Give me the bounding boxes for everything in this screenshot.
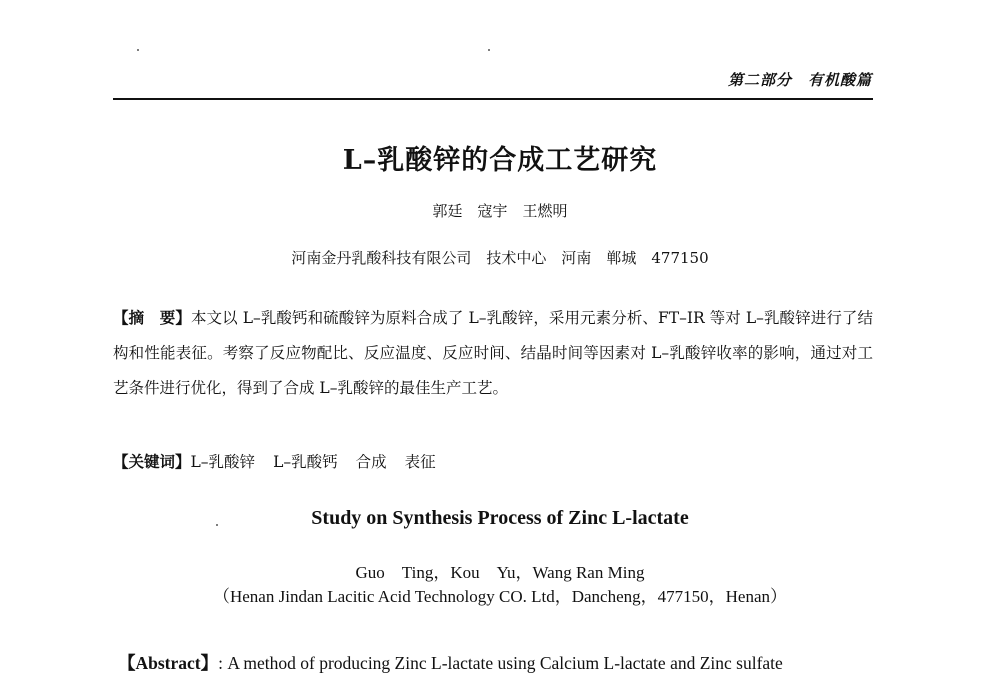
keywords-label: 【关键词】 — [113, 452, 191, 471]
abstract-label: 【摘 要】 — [113, 308, 191, 327]
english-abstract-label: 【Abstract】 — [118, 653, 219, 673]
english-authors: Guo Ting，Kou Yu，Wang Ran Ming — [355, 563, 645, 582]
keyword: L–乳酸锌 — [190, 453, 256, 471]
english-title: Study on Synthesis Process of Zinc L-lactate — [311, 507, 689, 529]
keyword: 合成 — [355, 453, 387, 471]
english-affiliation: （Henan Jindan Lacitic Acid Technology CO. Ltd，Dancheng，477150，Henan） — [212, 587, 787, 606]
keywords-line — [113, 448, 873, 476]
header-rule — [113, 98, 873, 100]
paper-authors: 郭廷 寇宇 王燃明 — [432, 202, 568, 220]
scan-speck — [488, 49, 490, 51]
keyword: 表征 — [404, 453, 436, 471]
scan-speck — [137, 49, 139, 51]
running-head: 第二部分 有机酸篇 — [727, 71, 872, 89]
paper-title: L–乳酸锌的合成工艺研究 — [342, 145, 658, 176]
abstract-chinese — [113, 300, 873, 406]
abstract-text: 本文以 L–乳酸钙和硫酸锌为原料合成了 L–乳酸锌，采用元素分析、FT–IR 等对 L–乳酸锌进行了结构和性能表征。考察了反应物配比、反应温度、反应时间、结晶时间等因素对 L–乳酸锌收率的影响，通过对工艺条件进行优化，得到了合成 L–乳酸锌的最佳生产工艺。 — [113, 309, 873, 397]
keyword: L–乳酸钙 — [273, 453, 338, 471]
paper-affiliation: 河南金丹乳酸科技有限公司 技术中心 河南 郸城 477150 — [291, 249, 709, 267]
english-abstract-text: : A method of producing Zinc L-lactate using Calcium L-lactate and Zinc sulfate — [218, 653, 783, 673]
english-abstract — [118, 650, 918, 675]
